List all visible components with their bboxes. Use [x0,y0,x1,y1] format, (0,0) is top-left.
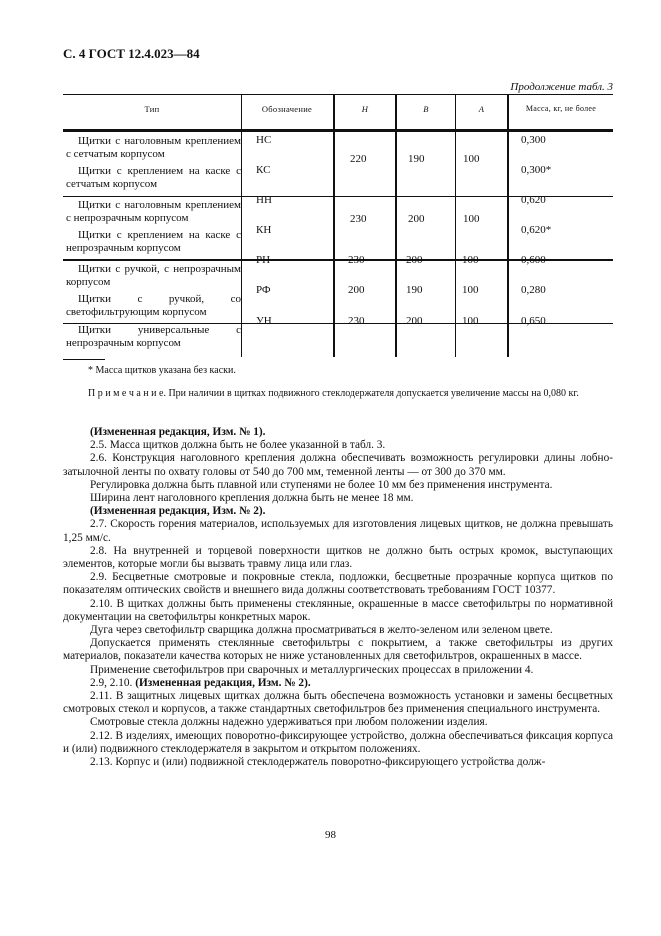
group-h: 230 [350,213,367,225]
row-type: Щитки с ручкой, с непрозрачным корпусом [66,263,241,288]
row-b: 200 [406,254,423,266]
note-label: П р и м е ч а н и е. [88,388,166,399]
row-h: 230 [348,315,365,327]
footnote-divider [63,359,105,360]
mass-table [63,94,613,357]
row-a: 100 [462,254,479,266]
row-mass: 0,300 [521,134,546,146]
paragraph-text: 2.5. Масса щитков должна быть не более указанной в табл. 3. [90,439,386,452]
row-type: Щитки с креплением на каске с сетчатым корпусом [66,165,241,190]
paragraph [63,677,613,690]
paragraph [63,439,613,452]
row-b: 190 [406,284,423,296]
col-mass: Масса, кг, не более [525,104,597,113]
row-mass: 0,300* [521,164,552,176]
paragraph [63,479,613,492]
paragraph-text: 2.12. В изделиях, имеющих поворотно-фиксирующее устройство, должна обеспечиваться фиксация корпуса и (или) подвижного стеклодержателя в закрытом и открытом положениях. [63,729,613,755]
row-h: 230 [348,254,365,266]
group-b: 190 [408,153,425,165]
row-type: Щитки с наголовным креплением с сетчатым корпусом [66,135,241,160]
paragraph [63,756,613,769]
paragraph-text: 2.13. Корпус и (или) подвижной стеклодержатель поворотно-фиксирующего устройства долж- [90,756,546,769]
col-a: A [478,104,485,114]
group-a: 100 [463,153,480,165]
paragraph-text: 2.6. Конструкция наголовного крепления должна обеспечивать возможность регулировки длины лобно-затылочной ленты по охвату головы от 540 до 700 мм, теменной ленты — от 300 до 370 мм. [63,452,613,478]
note-text: При наличии в щитках подвижного стеклодержателя допускается увеличение массы на 0,080 кг. [165,388,579,399]
group-h: 220 [350,153,367,165]
paragraph [63,452,613,478]
table-caption: Продолжение табл. 3 [510,81,613,93]
row-mass: 0,620* [521,224,552,236]
amendment-note: (Измененная редакция, Изм. № 1). [90,426,266,438]
col-code: Обозначение [261,104,313,114]
paragraph-text: Допускается применять стеклянные светофильтры с покрытием, а также светофильтры из других материалов, показатели качества которых не ниже установленных для светофильтров, окрашенных в массе. [63,637,613,663]
row-mass: 0,650 [521,315,546,327]
amendment-note: (Измененная редакция, Изм. № 2). [90,505,266,518]
paragraph-text: Применение светофильтров при сварочных и металлургических процессах в приложении 4. [90,663,534,676]
amendment-note: (Измененная редакция, Изм. № 2). [135,676,311,689]
row-type: Щитки с наголовным креплением с непрозрачным корпусом [66,199,241,224]
col-h: H [361,104,369,114]
paragraph [63,730,613,756]
paragraph [63,664,613,677]
paragraph-text: 2.9. Бесцветные смотровые и покровные стекла, подложки, бесцветные прозрачные корпуса щитков по показателям оптических свойств и внешнего вида должны соответствовать требованиям ГОСТ 10377. [63,571,613,597]
paragraph [63,426,613,439]
row-a: 100 [462,315,479,327]
paragraph [63,598,613,624]
footnote: * Масса щитков указана без каски. [88,365,236,376]
paragraph-text: Регулировка должна быть плавной или ступенями не более 10 мм без применения инструмента. [90,478,553,491]
row-code: РН [256,254,271,266]
paragraph [63,492,613,505]
note [63,387,613,400]
row-h: 200 [348,284,365,296]
paragraph-text: 2.8. На внутренней и торцевой поверхности щитков не должно быть острых кромок, выступающих элементов, которые могли бы вызвать травму лица или глаз. [63,544,613,571]
col-type: Тип [144,104,160,114]
row-type: Щитки с ручкой, со светофильтрующим корпусом [66,293,241,318]
row-code: КН [256,224,272,236]
body-text [63,426,613,769]
row-type: Щитки универсальные с непрозрачным корпусом [66,324,241,349]
row-code: НН [256,194,272,206]
paragraph-text: 2.10. В щитках должны быть применены стеклянные, окрашенные в массе светофильтры по нормативной документации на светофильтры конкретных марок. [63,597,613,623]
page-number: 98 [325,829,336,841]
group-a: 100 [463,213,480,225]
col-b: B [423,104,429,114]
paragraph-text: Смотровые стекла должны надежно удерживаться при любом положении изделия. [90,716,488,729]
row-a: 100 [462,284,479,296]
paragraph-text: Ширина лент наголовного крепления должна быть не менее 18 мм. [90,492,414,505]
row-code: РФ [256,284,271,296]
paragraph [63,505,613,518]
page-header: С. 4 ГОСТ 12.4.023—84 [63,46,200,61]
row-mass: 0,620 [521,194,546,206]
paragraph-text: 2.11. В защитных лицевых щитках должна быть обеспечена возможность установки и замены бесцветных смотровых стекол и корпусов, а также стандартных светофильтров без применения специального инструмента. [63,690,613,716]
paragraph [63,716,613,729]
paragraph-text: 2.9, 2.10. [90,676,136,689]
row-type: Щитки с креплением на каске с непрозрачным корпусом [66,229,241,254]
paragraph [63,690,613,716]
paragraph [63,571,613,597]
paragraph [63,545,613,571]
row-code: УН [256,315,272,327]
paragraph-text: 2.7. Скорость горения материалов, используемых для изготовления лицевых щитков, не должна превышать 1,25 мм/с. [63,518,613,544]
row-code: КС [256,164,271,176]
row-mass: 0,600 [521,254,546,266]
group-b: 200 [408,213,425,225]
paragraph [63,624,613,637]
paragraph [63,518,613,544]
row-code: НС [256,134,272,146]
paragraph [63,637,613,663]
paragraph-text: Дуга через светофильтр сварщика должна просматриваться в желто-зеленом или зеленом цвете. [90,624,553,637]
row-b: 200 [406,315,423,327]
row-mass: 0,280 [521,284,546,296]
